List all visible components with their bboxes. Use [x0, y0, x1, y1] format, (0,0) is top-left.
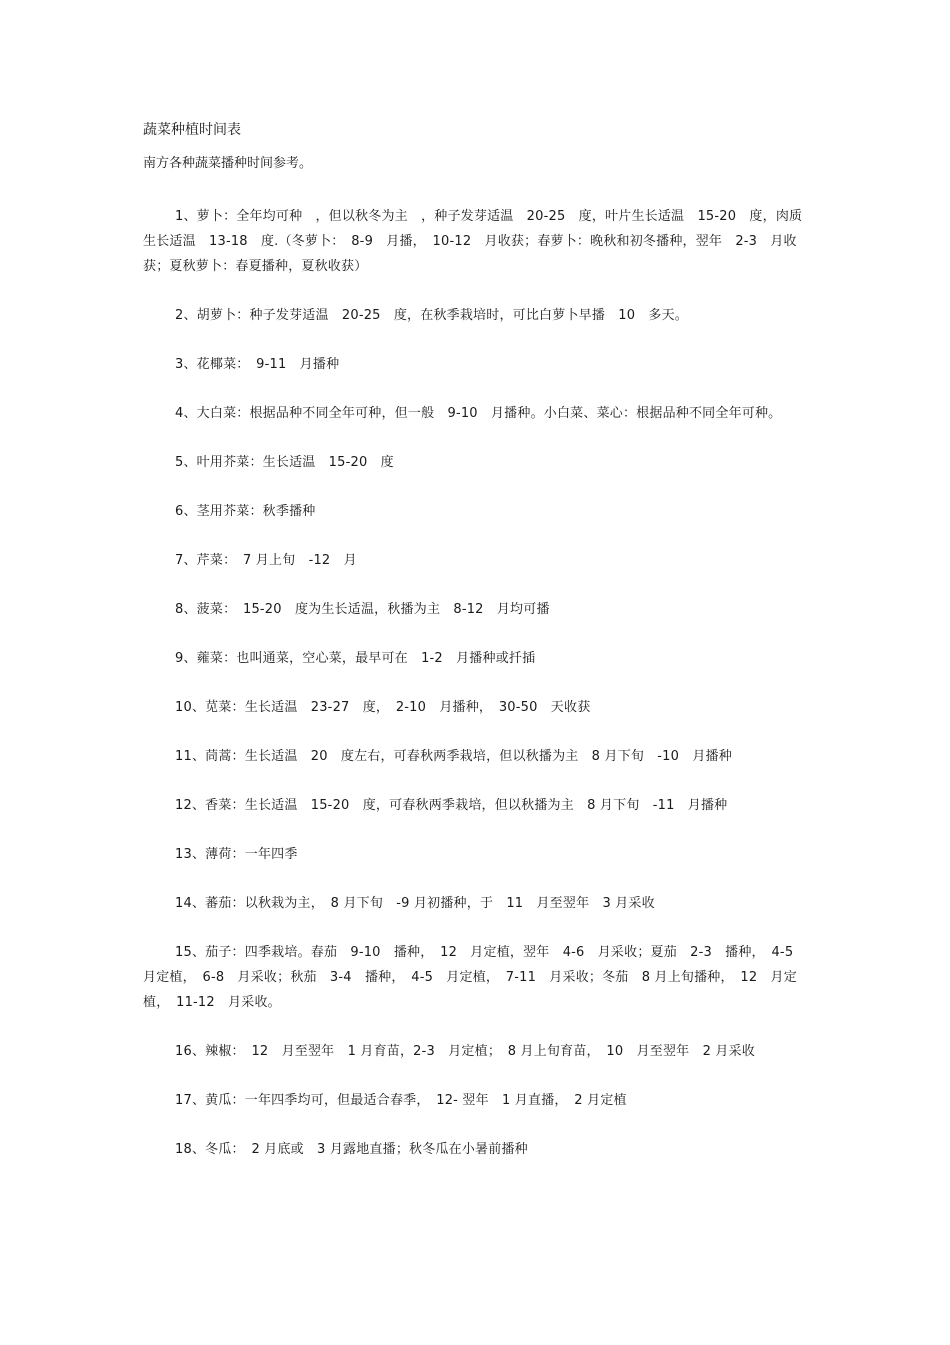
entry-coriander: 12、香菜：生长适温 15-20 度，可春秋两季栽培，但以秋播为主 8 月下旬 -11 月播种: [175, 798, 728, 813]
entry-winter-melon: 18、冬瓜： 2 月底或 3 月露地直播；秋冬瓜在小暑前播种: [175, 1142, 528, 1157]
entry-spinach: 8、菠菜： 15-20 度为生长适温，秋播为主 8-12 月均可播: [175, 602, 550, 617]
entry-amaranth: 10、苋菜：生长适温 23-27 度， 2-10 月播种， 30-50 天收获: [175, 700, 591, 715]
vegetable-entry-list: [143, 204, 813, 1186]
document-intro: 南方各种蔬菜播种时间参考。: [143, 156, 313, 171]
entry-tomato: 14、蕃茄：以秋栽为主， 8 月下旬 -9 月初播种，于 11 月至翌年 3 月采收: [175, 896, 655, 911]
entry-stem-mustard: 6、茎用芥菜：秋季播种: [175, 504, 316, 519]
entry-eggplant: 15、茄子：四季栽培。春茄 9-10 播种， 12 月定植，翌年 4-6 月采收；夏茄 2-3 播种， 4-5 月定植， 6-8 月采收；秋茄 3-4 播种， 4-5 月定植， 7-11 月采收；冬茄 8 月上旬播种， 12 月定植， 11-12 月采收。: [143, 945, 807, 1010]
entry-crown-daisy: 11、茼蒿：生长适温 20 度左右，可春秋两季栽培，但以秋播为主 8 月下旬 -10 月播种: [175, 749, 732, 764]
document-title: 蔬菜种植时间表: [143, 122, 241, 138]
entry-cucumber: 17、黄瓜：一年四季均可，但最适合春季， 12- 翌年 1 月直播， 2 月定植: [175, 1093, 627, 1108]
entry-radish: 1、萝卜：全年均可种 ，但以秋冬为主 ，种子发芽适温 20-25 度，叶片生长适温 15-20 度，肉质生长适温 13-18 度.（冬萝卜： 8-9 月播， 10-12 月收获；春萝卜：晚秋和初冬播种，翌年 2-3 月收获；夏秋萝卜：春夏播种，夏秋收获）: [143, 209, 803, 274]
entry-chinese-cabbage: 4、大白菜：根据品种不同全年可种，但一般 9-10 月播种。小白菜、菜心：根据品种不同全年可种。: [175, 406, 782, 421]
entry-cauliflower: 3、花椰菜： 9-11 月播种: [175, 357, 340, 372]
entry-mint: 13、薄荷：一年四季: [175, 847, 298, 862]
entry-celery: 7、芹菜： 7 月上旬 -12 月: [175, 553, 357, 568]
entry-leaf-mustard: 5、叶用芥菜：生长适温 15-20 度: [175, 455, 394, 470]
entry-carrot: 2、胡萝卜：种子发芽适温 20-25 度，在秋季栽培时，可比白萝卜早播 10 多天。: [175, 308, 688, 323]
entry-water-spinach: 9、蕹菜：也叫通菜，空心菜，最早可在 1-2 月播种或扦插: [175, 651, 536, 666]
entry-chili-pepper: 16、辣椒： 12 月至翌年 1 月育苗，2-3 月定植； 8 月上旬育苗， 10 月至翌年 2 月采收: [175, 1044, 755, 1059]
